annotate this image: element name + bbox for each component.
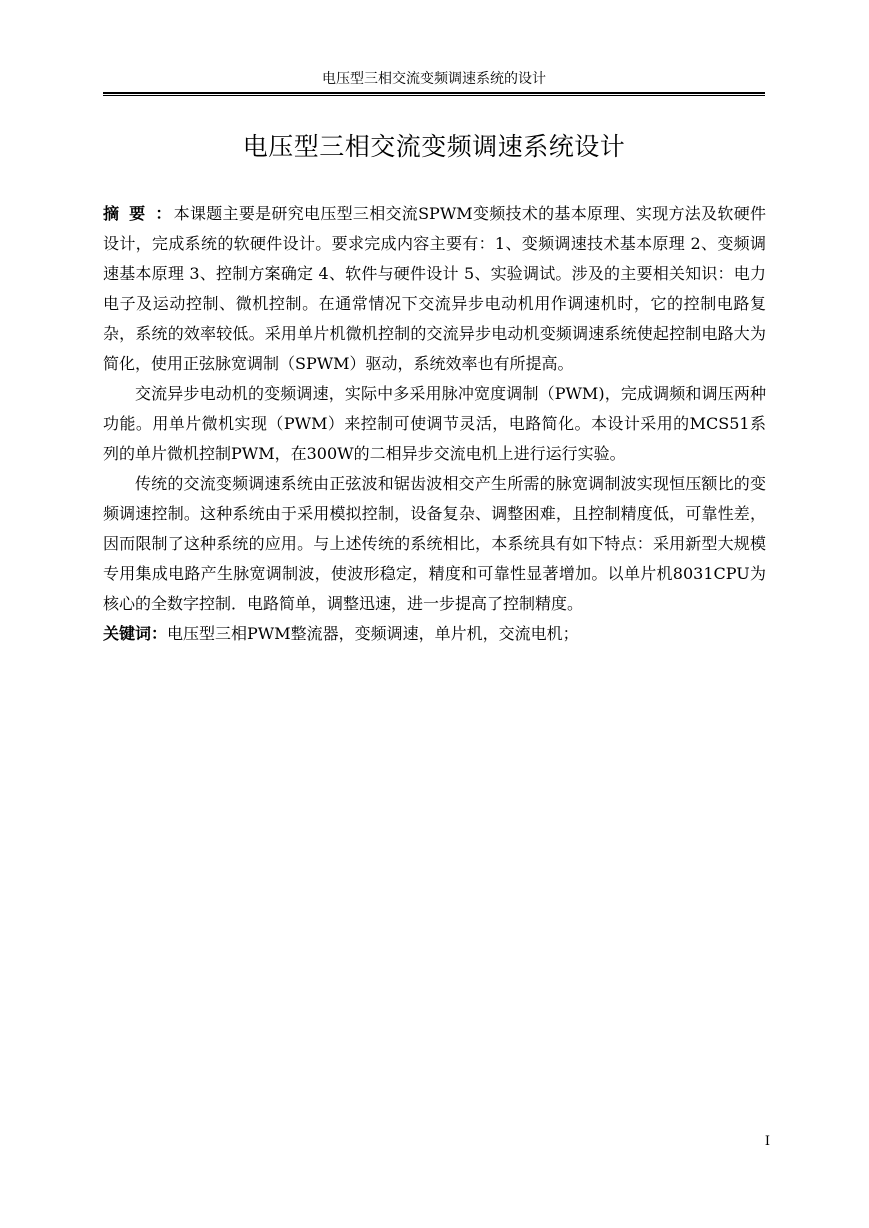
- abstract-body: [103, 199, 766, 649]
- abstract-paragraph-2: 交流异步电动机的变频调速，实际中多采用脉冲宽度调制（PWM)，完成调频和调压两种功能。用单片微机实现（PWM）来控制可使调节灵活，电路简化。本设计采用的MCS51系列的单片微机控制PWM，在300W的二相异步交流电机上进行运行实验。: [103, 384, 766, 463]
- header-rule: [103, 92, 765, 96]
- running-header: 电压型三相交流变频调速系统的设计: [322, 71, 546, 87]
- keywords-label: 关键词：: [103, 624, 168, 643]
- keywords-text: 电压型三相PWM整流器，变频调速，单片机，交流电机；: [167, 624, 579, 643]
- document-title: 电压型三相交流变频调速系统设计: [242, 132, 626, 161]
- abstract-paragraph-1-text: 本课题主要是研究电压型三相交流SPWM变频技术的基本原理、实现方法及软硬件设计，完成系统的软硬件设计。要求完成内容主要有：1、变频调速技术基本原理 2、变频调速基本原理 3、控制方案确定 4、软件与硬件设计 5、实验调试。涉及的主要相关知识：电力电子及运动控制、微机控制。在通常情况下交流异步电动机用作调速机时，它的控制电路复杂，系统的效率较低。采用单片机微机控制的交流异步电动机变频调速系统使起控制电路大为简化，使用正弦脉宽调制（SPWM）驱动，系统效率也有所提高。: [103, 204, 766, 373]
- abstract-paragraph-3: 传统的交流变频调速系统由正弦波和锯齿波相交产生所需的脉宽调制波实现恒压额比的变频调速控制。这种系统由于采用模拟控制，设备复杂、调整困难，且控制精度低，可靠性差，因而限制了这种系统的应用。与上述传统的系统相比，本系统具有如下特点：采用新型大规模专用集成电路产生脉宽调制波，使波形稳定，精度和可靠性显著增加。以单片机8031CPU为核心的全数字控制．电路简单，调整迅速，进一步提高了控制精度。: [103, 474, 766, 613]
- abstract-paragraph-1: [103, 199, 766, 379]
- keywords-line: [103, 619, 766, 649]
- abstract-label: 摘 要 ：: [103, 204, 174, 223]
- page-number: I: [764, 1134, 770, 1149]
